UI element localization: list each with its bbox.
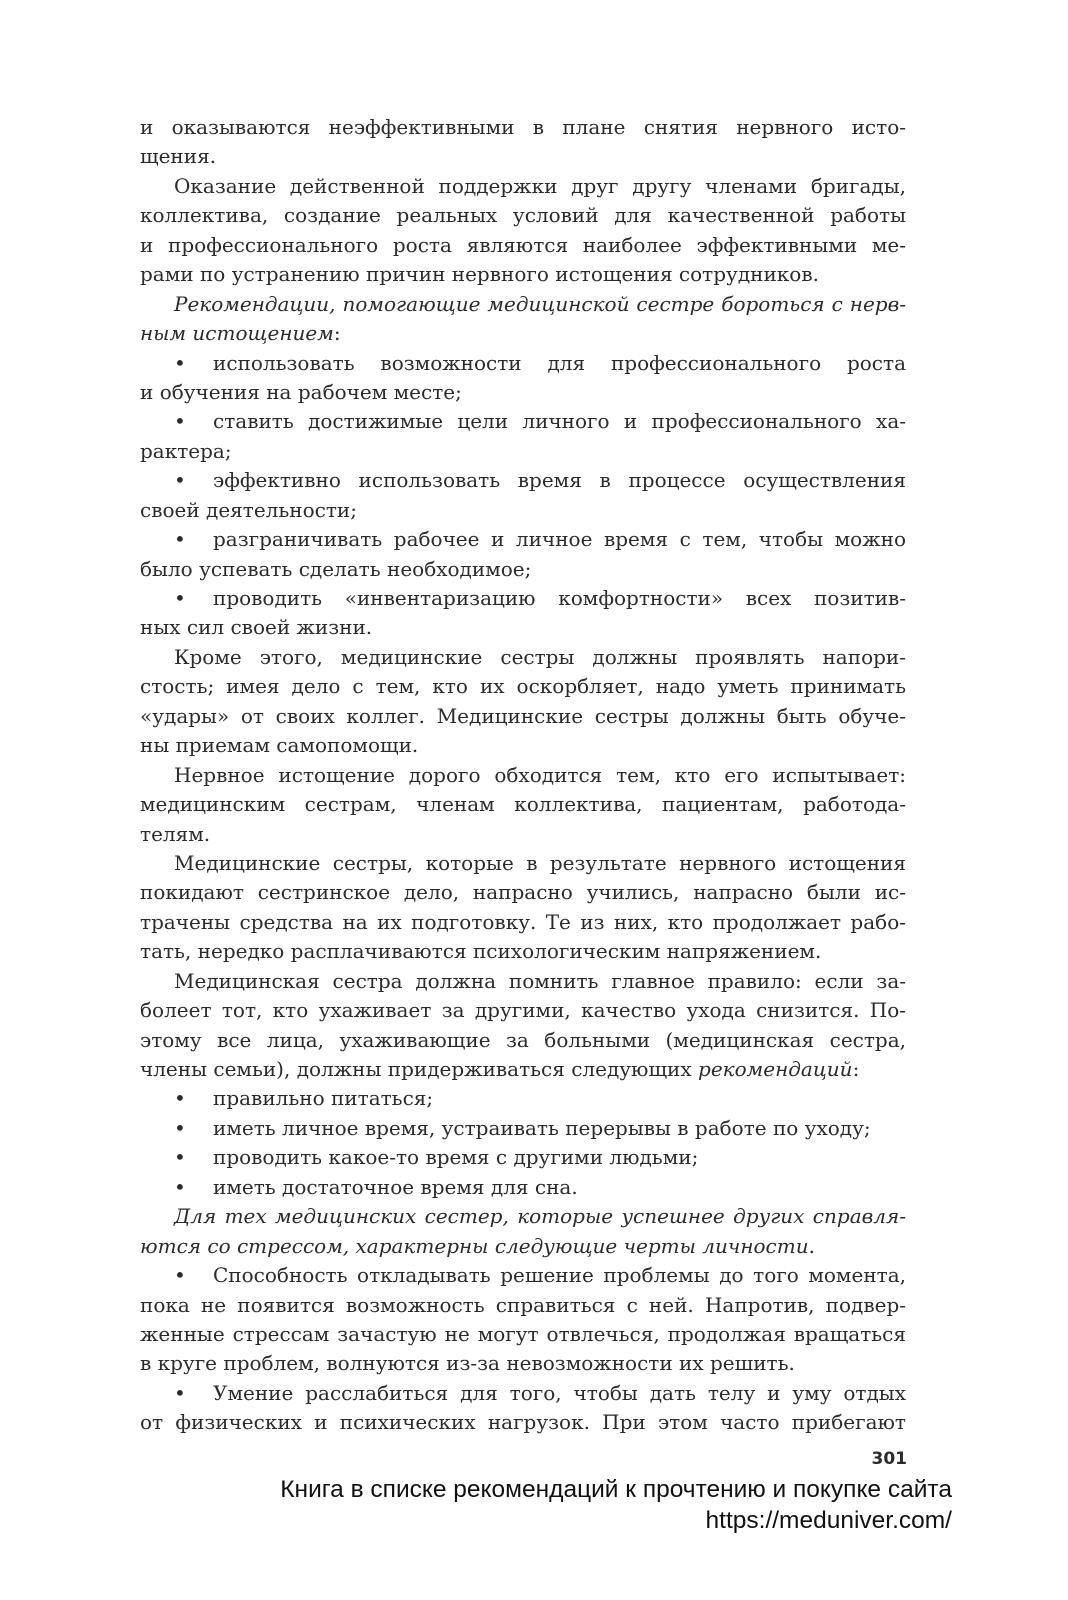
list-item [140, 407, 906, 436]
text-line: Медицинская сестра должна помнить главное правило: если за- [174, 968, 906, 993]
list-item-text: иметь личное время, устраивать перерывы в работе по уходу; [213, 1115, 871, 1140]
list-item-text: проводить какое-то время с другими людьми; [213, 1145, 699, 1170]
text-line: в круге проблем, волнуются из-за невозможности их решить. [140, 1351, 795, 1376]
list-item-text: ставить достижимые цели личного и профессионального ха- [213, 409, 906, 434]
footer-note: Книга в списке рекомендаций к прочтению и покупке сайта https://meduniver.com/ [280, 1476, 952, 1534]
list-item [140, 466, 906, 495]
emphasis-text: ются со стрессом, характерны следующие черты личности [140, 1233, 809, 1258]
text-line: и оказываются неэффективными в плане снятия нервного исто- [140, 115, 906, 139]
text-line: было успевать сделать необходимое; [140, 556, 532, 581]
bullet: • [174, 1086, 186, 1111]
punctuation: . [808, 1233, 815, 1258]
text-line: стость; имея дело с тем, кто их оскорбляет, надо уметь принимать [140, 674, 906, 699]
text-line: рами по устранению причин нервного истощения сотрудников. [140, 262, 819, 287]
text-line: рактера; [140, 438, 232, 463]
text-line: Медицинские сестры, которые в результате нервного истощения [174, 850, 906, 875]
line-text: члены семьи), должны придерживаться следующих [140, 1057, 699, 1081]
bullet: • [174, 350, 186, 375]
text-line: пока не появится возможность справиться с ней. Напротив, подвер- [140, 1292, 906, 1317]
list-item-text: иметь достаточное время для сна. [213, 1174, 578, 1199]
list-item-text: разграничивать рабочее и личное время с тем, чтобы можно [213, 527, 906, 552]
text-line: «удары» от своих коллег. Медицинские сестры должны быть обуче- [140, 703, 906, 728]
text-line: коллектива, создание реальных условий для качественной работы [140, 203, 906, 228]
text-line: Оказание действенной поддержки друг другу членами бригады, [174, 173, 906, 198]
bullet: • [174, 1263, 186, 1288]
text-line: этому все лица, ухаживающие за больными (медицинская сестра, [140, 1027, 906, 1052]
punctuation: : [333, 321, 341, 346]
list-item-text: использовать возможности для профессионального роста [213, 350, 906, 375]
list-item [140, 1379, 906, 1408]
text-line [140, 319, 906, 348]
list-item-text: Способность откладывать решение проблемы до того момента, [213, 1263, 906, 1288]
list-item [140, 1173, 906, 1202]
text-line: Кроме этого, медицинские сестры должны проявлять напори- [174, 644, 906, 669]
text-line: покидают сестринское дело, напрасно учились, напрасно были ис- [140, 880, 906, 905]
body-text [140, 113, 906, 1438]
bullet: • [174, 1174, 186, 1199]
list-item-text: правильно питаться; [213, 1086, 434, 1111]
bullet: • [174, 409, 186, 434]
page-number: 301 [871, 1449, 907, 1469]
list-item [140, 584, 906, 613]
list-item-text: проводить «инвентаризацию комфортности» всех позитив- [213, 586, 906, 610]
text-line: своей деятельности; [140, 497, 357, 522]
list-item [140, 1114, 906, 1143]
list-item [140, 1143, 906, 1172]
text-line: и профессионального роста являются наиболее эффективными ме- [140, 232, 906, 257]
text-line: от физических и психических нагрузок. При этом часто прибегают [140, 1410, 906, 1435]
bullet: • [174, 586, 186, 610]
text-line: женные стрессам зачастую не могут отвлечься, продолжая вращаться [140, 1321, 906, 1346]
text-line [140, 1232, 906, 1261]
text-line: ны приемам самопомощи. [140, 733, 419, 758]
bullet: • [174, 527, 186, 552]
bullet: • [174, 1145, 186, 1170]
text-line: и обучения на рабочем месте; [140, 379, 462, 404]
text-line: телям. [140, 821, 211, 846]
text-line: тать, нередко расплачиваются психологическим напряжением. [140, 939, 822, 964]
bullet: • [174, 1115, 186, 1140]
list-item [140, 1261, 906, 1290]
emphasis-text: рекомендаций [698, 1057, 853, 1081]
text-line: трачены средства на их подготовку. Те из них, кто продолжает рабо- [140, 909, 906, 934]
list-item-text: эффективно использовать время в процессе осуществления [213, 468, 906, 493]
list-item [140, 525, 906, 554]
punctuation: : [852, 1057, 860, 1081]
list-item-text: Умение расслабиться для того, чтобы дать телу и уму отдых [213, 1380, 906, 1405]
text-line [140, 1055, 906, 1084]
list-item [140, 1084, 906, 1113]
bullet: • [174, 1380, 186, 1405]
text-line: болеет тот, кто ухаживает за другими, качество ухода снизится. По- [140, 998, 906, 1023]
text-line: Нервное истощение дорого обходится тем, кто его испытывает: [174, 762, 906, 787]
text-line: щения. [140, 144, 217, 169]
text-line: Для тех медицинских сестер, которые успешнее других справля- [174, 1204, 906, 1229]
text-line: медицинским сестрам, членам коллектива, пациентам, работода- [140, 792, 906, 817]
text-line: Рекомендации, помогающие медицинской сестре бороться с нерв- [174, 291, 906, 316]
emphasis-text: ным истощением [140, 321, 334, 346]
bullet: • [174, 468, 186, 493]
text-line: ных сил своей жизни. [140, 615, 373, 640]
list-item [140, 349, 906, 378]
